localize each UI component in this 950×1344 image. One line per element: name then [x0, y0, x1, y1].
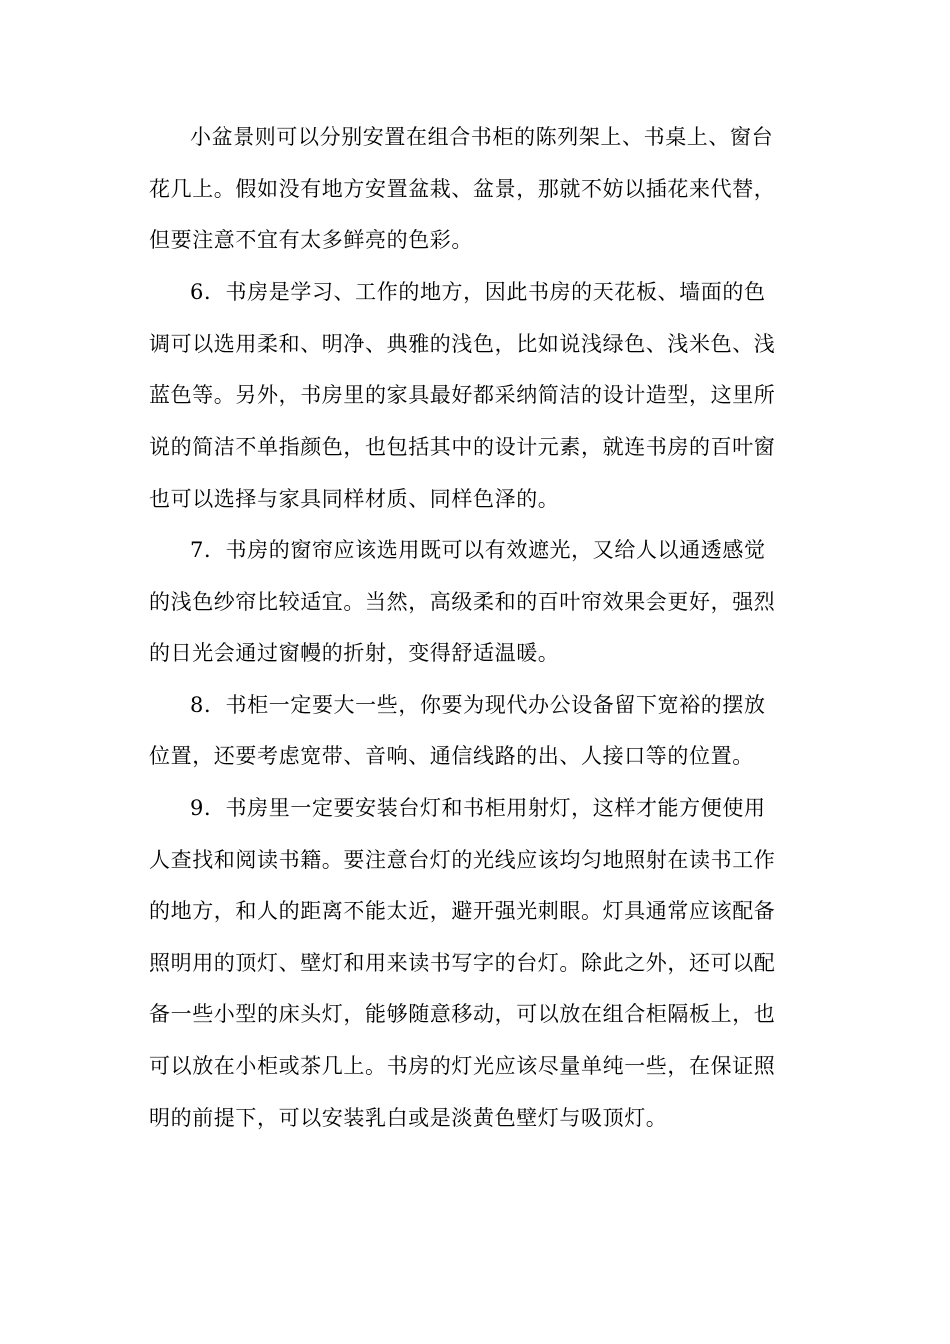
text-line: 也可以选择与家具同样材质、同样色泽的。	[149, 487, 560, 511]
text-line: 备一些小型的床头灯，能够随意移动，可以放在组合柜隔板上，也	[149, 1002, 776, 1026]
text-line: 明的前提下，可以安装乳白或是淡黄色壁灯与吸顶灯。	[149, 1106, 668, 1130]
text-line: 人查找和阅读书籍。要注意台灯的光线应该均匀地照射在读书工作	[149, 848, 776, 872]
text-line: 调可以选用柔和、明净、典雅的浅色，比如说浅绿色、浅米色、浅	[149, 332, 776, 356]
text-line: 9．书房里一定要安装台灯和书柜用射灯，这样才能方便使用	[190, 796, 766, 820]
text-line: 7．书房的窗帘应该选用既可以有效遮光，又给人以通透感觉	[190, 538, 766, 562]
text-line: 6．书房是学习、工作的地方，因此书房的天花板、墙面的色	[190, 280, 766, 304]
text-line: 可以放在小柜或茶几上。书房的灯光应该尽量单纯一些，在保证照	[149, 1054, 776, 1078]
text-line: 说的简洁不单指颜色，也包括其中的设计元素，就连书房的百叶窗	[149, 435, 776, 459]
text-line: 蓝色等。另外，书房里的家具最好都采纳简洁的设计造型，这里所	[149, 383, 776, 407]
text-line: 的地方，和人的距离不能太近，避开强光刺眼。灯具通常应该配备	[149, 899, 776, 923]
text-line: 8．书柜一定要大一些，你要为现代办公设备留下宽裕的摆放	[190, 693, 766, 717]
text-line: 小盆景则可以分别安置在组合书柜的陈列架上、书桌上、窗台	[190, 125, 774, 149]
text-line: 花几上。假如没有地方安置盆栽、盆景，那就不妨以插花来代替，	[149, 177, 776, 201]
text-line: 的浅色纱帘比较适宜。当然，高级柔和的百叶帘效果会更好，强烈	[149, 590, 776, 614]
text-line: 的日光会通过窗幔的折射，变得舒适温暖。	[149, 641, 560, 665]
text-line: 照明用的顶灯、壁灯和用来读书写字的台灯。除此之外，还可以配	[149, 951, 776, 975]
text-line: 但要注意不宜有太多鲜亮的色彩。	[149, 228, 473, 252]
text-line: 位置，还要考虑宽带、音响、通信线路的出、人接口等的位置。	[149, 744, 754, 768]
